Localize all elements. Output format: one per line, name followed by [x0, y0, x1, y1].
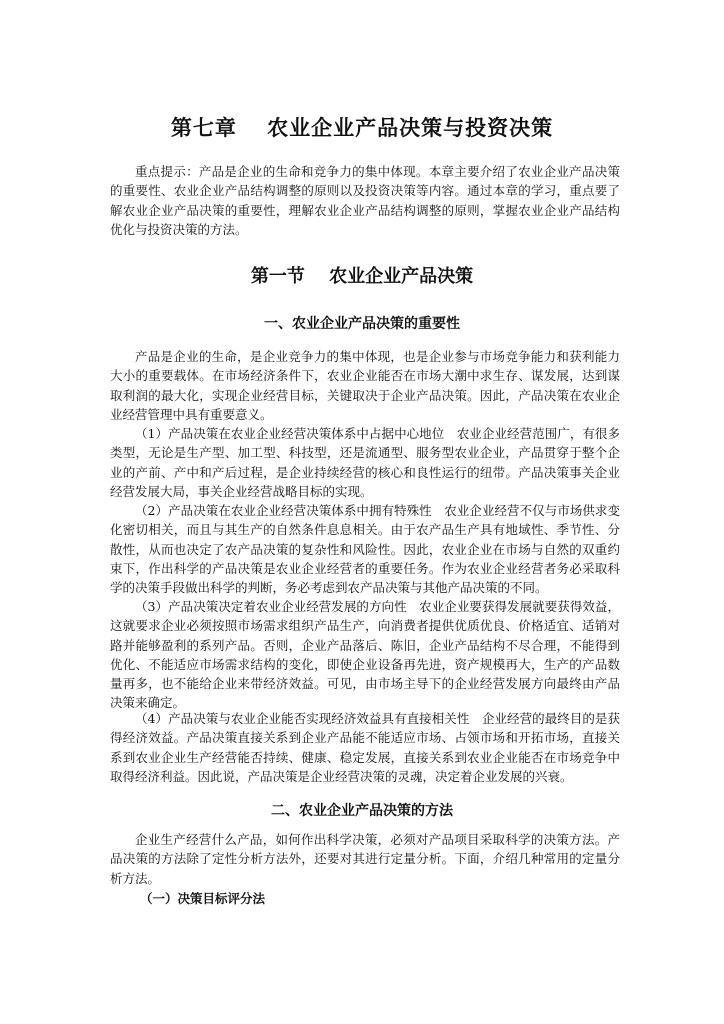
subsection-title-importance: 一、农业企业产品决策的重要性: [264, 316, 460, 332]
paragraph-point-3: （3）产品决策决定着农业企业经营发展的方向性 农业企业要获得发展就要获得效益，这就要求企业必须按照市场需求组织产品生产，向消费者提供优质优良、价格适宜、适销对路并能够盈利的系列产品。否则，企业产品落后、陈旧，企业产品结构不尽合理，不能得到优化、不能适应市场需求结构的变化，即使企业设备再先进，资产规模再大，生产的产品数量再多，也不能给企业来带经济效益。可见，由市场主导下的企业经营发展方向最终由产品决策来确定。: [110, 599, 620, 711]
subsection-title-methods: 二、农业企业产品决策的方法: [271, 803, 453, 819]
paragraph-methods: 企业生产经营什么产品，如何作出科学决策，必须对产品项目采取科学的决策方法。产品决策的方法除了定性分析方法外，还要对其进行定量分析。下面，介绍几种常用的定量分析方法。: [110, 832, 620, 886]
paragraph-point-1: （1）产品决策在农业企业经营决策体系中占据中心地位 农业企业经营范围广，有很多类型，无论是生产型、加工型、科技型，还是流通型、服务型农业企业，产品贯穿于整个企业的产前、产中和产后过程，是企业持续经营的核心和良性运行的纽带。产品决策事关企业经营发展大局，事关企业经营战略目标的实现。: [110, 426, 620, 499]
section-title: 第一节 农业企业产品决策: [250, 266, 474, 287]
paragraph-point-2: （2）产品决策在农业企业经营决策体系中拥有特殊性 农业企业经营不仅与市场供求变化密切相关，而且与其生产的自然条件息息相关。由于农产品生产具有地域性、季节性、分散性，从而也决定了农产品决策的复杂性和风险性。因此，农业企业在市场与自然的双重约束下，作出科学的产品决策是农业企业经营者的重要任务。作为农业企业经营者务必采取科学的决策手段做出科学的判断，务必考虑到农产品决策与其他产品决策的不同。: [110, 503, 620, 596]
paragraph-point-4: （4）产品决策与农业企业能否实现经济效益具有直接相关性 企业经营的最终目的是获得经济效益。产品决策直接关系到企业产品能不能适应市场、占领市场和开拓市场，直接关系到农业企业生产经营能否持续、健康、稳定发展，直接关系到农业企业能否在市场竞争中取得经济利益。因此说，产品决策是企业经营决策的灵魂，决定着企业发展的兴衰。: [110, 711, 620, 784]
chapter-title: 第七章 农业企业产品决策与投资决策: [170, 116, 554, 140]
summary-paragraph: 重点提示：产品是企业的生命和竞争力的集中体现。本章主要介绍了农业企业产品决策的重要性、农业企业产品结构调整的原则以及投资决策等内容。通过本章的学习，重点要了解农业企业产品决策的重要性，理解农业企业产品结构调整的原则，掌握农业企业产品结构优化与投资决策的方法。: [110, 164, 620, 237]
method-heading: （一）决策目标评分法: [140, 891, 266, 906]
paragraph-intro: 产品是企业的生命，是企业竞争力的集中体现，也是企业参与市场竞争能力和获利能力大小的重要载体。在市场经济条件下，农业企业能否在市场大潮中求生存、谋发展，达到谋取利润的最大化，实现企业经营目标，关键取决于企业产品决策。因此，产品决策在农业企业经营管理中具有重要意义。: [110, 349, 620, 422]
